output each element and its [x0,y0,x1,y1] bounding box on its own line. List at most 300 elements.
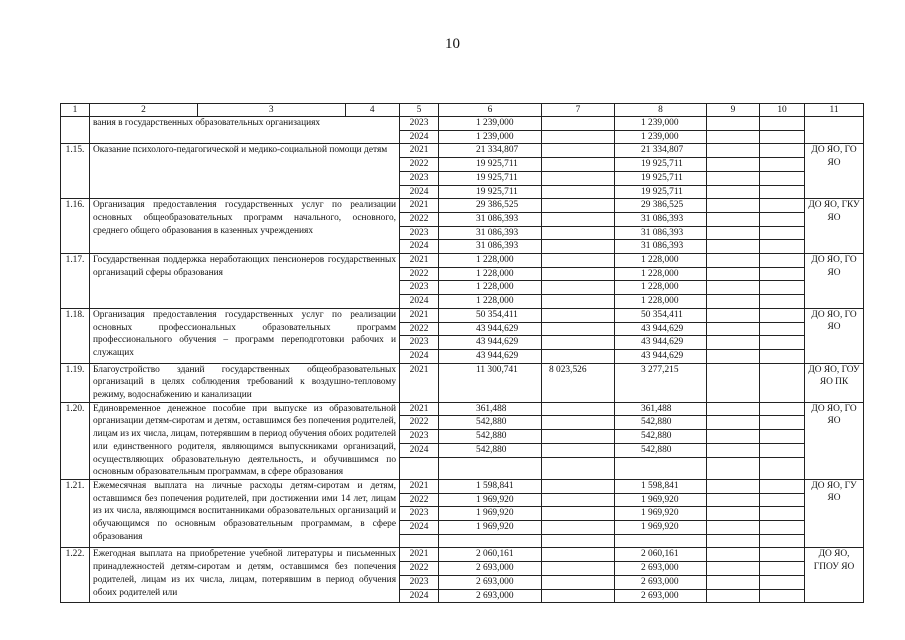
amount-value: 1 228,000 [641,268,679,279]
amount-value: 1 969,920 [476,494,514,505]
item-number [61,117,90,144]
empty-cell-9 [707,144,760,158]
empty-cell [760,534,805,548]
amount-cell [542,521,615,535]
amount-cell [542,199,615,213]
empty-cell-9 [707,589,760,603]
empty-cell-10 [760,322,805,336]
item-description: Оказание психолого-педагогической и медико-социальной помощи детям [90,144,400,199]
amount-value: 11 300,741 [476,364,518,375]
item-number: 1.17. [61,254,90,309]
empty-cell-9 [707,575,760,589]
amount-cell [615,117,707,131]
amount-value: 1 228,000 [641,282,679,293]
amount-value: 19 925,711 [476,186,518,197]
year-cell: 2023 [400,281,439,295]
amount-cell [439,479,542,493]
year-cell: 2024 [400,349,439,363]
amount-value: 542,880 [476,444,507,455]
year-cell: 2023 [400,117,439,131]
year-cell: 2024 [400,443,439,457]
amount-value: 2 693,000 [641,576,679,587]
header-cell: 11 [805,104,864,117]
executor-cell: ДО ЯО, ГУ ЯО [805,479,864,548]
amount-cell [542,185,615,199]
amount-cell [542,281,615,295]
amount-cell [542,416,615,430]
empty-cell [400,457,439,479]
amount-value: 2 693,000 [641,563,679,574]
page-number: 10 [445,36,460,52]
year-cell: 2021 [400,308,439,322]
header-cell: 10 [760,104,805,117]
empty-cell-9 [707,336,760,350]
empty-cell [400,534,439,548]
year-cell: 2021 [400,402,439,416]
empty-cell [707,457,760,479]
year-cell: 2021 [400,199,439,213]
table-row [61,363,864,402]
year-cell: 2022 [400,158,439,172]
item-number: 1.15. [61,144,90,199]
amount-cell [615,349,707,363]
amount-cell [615,562,707,576]
amount-value: 8 023,526 [549,364,587,375]
amount-value: 29 386,525 [476,200,519,211]
amount-cell [542,493,615,507]
amount-cell [439,226,542,240]
empty-cell [542,457,615,479]
header-cell: 3 [198,104,346,116]
empty-cell-10 [760,144,805,158]
amount-value: 2 060,161 [641,549,679,560]
amount-cell [542,240,615,254]
amount-value: 31 086,393 [641,213,684,224]
amount-cell [439,336,542,350]
amount-cell [439,562,542,576]
item-number: 1.16. [61,199,90,254]
amount-value: 361,488 [641,403,672,414]
empty-cell-10 [760,507,805,521]
amount-cell [542,295,615,309]
amount-cell [542,575,615,589]
amount-cell [615,130,707,144]
empty-cell-10 [760,130,805,144]
year-cell: 2024 [400,521,439,535]
amount-cell [439,589,542,603]
amount-value: 29 386,525 [641,200,684,211]
amount-value: 542,880 [641,431,672,442]
amount-value: 361,488 [476,403,507,414]
table-row [61,254,864,268]
empty-cell [615,534,707,548]
amount-value: 19 925,711 [476,172,518,183]
empty-cell-10 [760,254,805,268]
empty-cell-10 [760,548,805,562]
empty-cell-10 [760,226,805,240]
amount-cell [439,575,542,589]
year-cell: 2021 [400,144,439,158]
empty-cell-9 [707,548,760,562]
amount-value: 2 693,000 [476,576,514,587]
amount-value: 1 969,920 [476,508,514,519]
amount-cell [542,158,615,172]
amount-value: 31 086,393 [476,213,519,224]
amount-cell [439,117,542,131]
amount-cell [615,240,707,254]
empty-cell-10 [760,158,805,172]
amount-value: 542,880 [476,431,507,442]
year-cell: 2023 [400,507,439,521]
year-cell: 2021 [400,254,439,268]
amount-cell [542,349,615,363]
amount-cell [542,507,615,521]
empty-cell [615,457,707,479]
amount-cell [439,493,542,507]
amount-value: 1 969,920 [641,494,679,505]
amount-value: 1 969,920 [476,522,514,533]
empty-cell-9 [707,130,760,144]
year-cell: 2024 [400,240,439,254]
year-cell: 2021 [400,548,439,562]
amount-value: 31 086,393 [476,241,519,252]
header-cell: 7 [542,104,615,117]
empty-cell-10 [760,479,805,493]
year-cell: 2022 [400,493,439,507]
empty-cell-9 [707,430,760,444]
header-cell: 6 [439,104,542,117]
year-cell: 2024 [400,295,439,309]
amount-cell [542,589,615,603]
year-cell: 2024 [400,185,439,199]
empty-cell-10 [760,430,805,444]
amount-cell [439,548,542,562]
amount-value: 542,880 [641,417,672,428]
empty-cell-10 [760,117,805,131]
year-cell: 2022 [400,562,439,576]
amount-value: 2 693,000 [476,590,514,601]
amount-cell [439,171,542,185]
amount-cell [615,443,707,457]
table-row [61,479,864,493]
executor-cell: ДО ЯО, ГОУ ЯО ПК [805,363,864,402]
amount-cell [615,212,707,226]
empty-cell-9 [707,185,760,199]
empty-cell-9 [707,199,760,213]
amount-cell [542,336,615,350]
empty-cell-9 [707,416,760,430]
amount-cell [439,363,542,402]
amount-value: 43 944,629 [641,323,684,334]
amount-value: 43 944,629 [476,350,519,361]
amount-cell [542,130,615,144]
year-cell: 2022 [400,212,439,226]
amount-cell [615,521,707,535]
header-cell-2-4 [90,104,400,117]
executor-cell: ДО ЯО, ГО ЯО [805,144,864,199]
amount-cell [615,322,707,336]
amount-cell [542,144,615,158]
empty-cell-9 [707,349,760,363]
amount-value: 31 086,393 [641,227,684,238]
empty-cell-9 [707,295,760,309]
item-number: 1.18. [61,308,90,363]
year-cell: 2024 [400,589,439,603]
amount-value: 43 944,629 [641,337,684,348]
amount-cell [542,226,615,240]
amount-cell [615,226,707,240]
empty-cell-10 [760,589,805,603]
header-cell: 5 [400,104,439,117]
amount-value: 43 944,629 [476,323,519,334]
amount-cell [439,521,542,535]
amount-value: 1 228,000 [476,282,514,293]
amount-value: 1 228,000 [476,268,514,279]
amount-cell [615,479,707,493]
amount-value: 1 228,000 [476,255,514,266]
amount-cell [542,308,615,322]
empty-cell-9 [707,117,760,131]
year-cell: 2023 [400,430,439,444]
amount-value: 1 239,000 [641,118,679,128]
amount-value: 19 925,711 [476,159,518,170]
item-description: Государственная поддержка неработающих пенсионеров государственных организаций сферы образования [90,254,400,309]
empty-cell-10 [760,240,805,254]
empty-cell [439,534,542,548]
amount-cell [439,144,542,158]
empty-cell-10 [760,199,805,213]
table-row [61,308,864,322]
amount-cell [615,336,707,350]
amount-cell [615,416,707,430]
amount-value: 1 228,000 [476,296,514,307]
empty-cell-9 [707,443,760,457]
amount-cell [615,430,707,444]
empty-cell-10 [760,336,805,350]
amount-cell [615,363,707,402]
amount-cell [615,267,707,281]
amount-cell [439,308,542,322]
amount-value: 31 086,393 [476,227,519,238]
amount-cell [615,308,707,322]
amount-cell [615,507,707,521]
amount-cell [542,212,615,226]
empty-cell-10 [760,443,805,457]
empty-cell-9 [707,402,760,416]
amount-cell [615,295,707,309]
amount-value: 1 239,000 [641,131,679,142]
amount-value: 1 598,841 [641,480,679,491]
amount-value: 50 354,411 [476,309,518,320]
empty-cell-10 [760,575,805,589]
amount-cell [439,430,542,444]
empty-cell-10 [760,212,805,226]
amount-value: 19 925,711 [641,186,683,197]
amount-value: 1 239,000 [476,131,514,142]
amount-cell [615,575,707,589]
empty-cell-10 [760,493,805,507]
year-cell: 2024 [400,130,439,144]
item-description: Организация предоставления государственных услуг по реализации основных профессиональных образовательных программ профессионального обучения – программ переподготовки рабочих и служащих [90,308,400,363]
amount-value: 31 086,393 [641,241,684,252]
amount-cell [439,130,542,144]
table-row [61,199,864,213]
empty-cell-10 [760,171,805,185]
empty-cell-9 [707,521,760,535]
amount-cell [542,443,615,457]
amount-cell [439,322,542,336]
amount-cell [615,281,707,295]
empty-cell-9 [707,254,760,268]
amount-cell [542,171,615,185]
empty-cell-9 [707,281,760,295]
amount-value: 43 944,629 [641,350,684,361]
amount-cell [439,281,542,295]
amount-cell [439,212,542,226]
amount-value: 21 334,807 [476,145,519,156]
amount-cell [439,443,542,457]
amount-value: 1 969,920 [641,522,679,533]
year-cell: 2022 [400,416,439,430]
amount-value: 50 354,411 [641,309,683,320]
empty-cell-9 [707,267,760,281]
item-description: Организация предоставления государственных услуг по реализации основных общеобразовательных программ начального, основного, среднего общего образования в казенных учреждениях [90,199,400,254]
amount-cell [439,199,542,213]
header-row [61,104,864,117]
item-description: Единовременное денежное пособие при выпуске из образовательной организации детям-сиротам и детям, оставшимся без попечения родителей, лицам из их числа, лицам, потерявшим в период обучения обоих родителей или единственного родителя, являющимся выпускниками организаций, осуществляющих образовательную деятельность, и обучившимся по основным образовательным программам, в сфере образования [90,402,400,479]
executor-cell: ДО ЯО, ГО ЯО [805,308,864,363]
amount-value: 3 277,215 [641,364,679,375]
amount-value: 542,880 [641,444,672,455]
empty-cell-9 [707,226,760,240]
table-row [61,117,864,131]
header-cell: 9 [707,104,760,117]
year-cell: 2021 [400,479,439,493]
empty-cell-9 [707,322,760,336]
empty-cell [542,534,615,548]
amount-cell [615,548,707,562]
empty-cell-10 [760,267,805,281]
empty-cell-10 [760,562,805,576]
amount-cell [542,267,615,281]
header-cell: 1 [61,104,90,117]
item-description: Ежемесячная выплата на личные расходы детям-сиротам и детям, оставшимся без попечения родителей, при достижении ими 14 лет, лицам из их числа, являющимся воспитанниками образовательных организаций и обучающимся по основным образовательным программам, в сфере образования [90,479,400,548]
item-description: Ежегодная выплата на приобретение учебной литературы и письменных принадлежностей детям-сиротам и детям, оставшимся без попечения родителей, лицам из их числа, лицам, потерявшим в период обучения обоих родителей или [90,548,400,603]
empty-cell-9 [707,479,760,493]
amount-cell [542,548,615,562]
empty-cell-10 [760,416,805,430]
year-cell: 2023 [400,171,439,185]
amount-value: 1 228,000 [641,296,679,307]
empty-cell-10 [760,363,805,402]
empty-cell-9 [707,562,760,576]
amount-value: 2 693,000 [641,590,679,601]
header-cell: 2 [90,104,198,116]
amount-cell [542,254,615,268]
table-row [61,548,864,562]
budget-table [60,103,864,603]
year-cell: 2022 [400,267,439,281]
amount-cell [542,363,615,402]
amount-cell [439,158,542,172]
amount-cell [615,493,707,507]
item-number: 1.21. [61,479,90,548]
year-cell: 2022 [400,322,439,336]
amount-cell [542,430,615,444]
amount-cell [542,322,615,336]
empty-cell [707,534,760,548]
executor-cell: ДО ЯО, ГКУ ЯО [805,199,864,254]
empty-cell-9 [707,363,760,402]
empty-cell-10 [760,521,805,535]
amount-cell [542,117,615,131]
item-number: 1.20. [61,402,90,479]
item-description: вания в государственных образовательных организациях [90,117,400,144]
empty-cell-9 [707,212,760,226]
header-cell: 4 [369,105,375,115]
amount-cell [439,267,542,281]
executor-cell [805,117,864,144]
empty-cell-9 [707,493,760,507]
table-row [61,402,864,416]
amount-value: 1 239,000 [476,118,514,128]
empty-cell-10 [760,349,805,363]
amount-cell [542,562,615,576]
empty-cell-10 [760,308,805,322]
item-number: 1.19. [61,363,90,402]
amount-value: 21 334,807 [641,145,684,156]
executor-cell: ДО ЯО, ГПОУ ЯО [805,548,864,603]
empty-cell-9 [707,507,760,521]
table-row [61,144,864,158]
amount-cell [615,402,707,416]
item-number: 1.22. [61,548,90,603]
amount-value: 43 944,629 [476,337,519,348]
amount-cell [439,295,542,309]
executor-cell: ДО ЯО, ГО ЯО [805,402,864,479]
amount-cell [615,589,707,603]
year-cell: 2023 [400,226,439,240]
amount-cell [439,185,542,199]
item-description: Благоустройство зданий государственных общеобразовательных организаций в целях соблюдения требований к воздушно-тепловому режиму, водоснабжению и канализации [90,363,400,402]
amount-cell [615,158,707,172]
amount-cell [615,199,707,213]
amount-value: 542,880 [476,417,507,428]
amount-cell [439,254,542,268]
amount-cell [615,185,707,199]
amount-value: 1 969,920 [641,508,679,519]
amount-cell [439,240,542,254]
empty-cell-10 [760,402,805,416]
amount-value: 2 060,161 [476,549,514,560]
amount-cell [439,349,542,363]
empty-cell-9 [707,308,760,322]
amount-cell [542,402,615,416]
year-cell: 2021 [400,363,439,402]
amount-cell [439,402,542,416]
amount-cell [615,144,707,158]
empty-cell-9 [707,171,760,185]
empty-cell-10 [760,185,805,199]
amount-cell [439,416,542,430]
empty-cell [439,457,542,479]
amount-value: 1 228,000 [641,255,679,266]
amount-value: 19 925,711 [641,172,683,183]
amount-cell [439,507,542,521]
year-cell: 2023 [400,336,439,350]
empty-cell [760,457,805,479]
amount-cell [615,171,707,185]
